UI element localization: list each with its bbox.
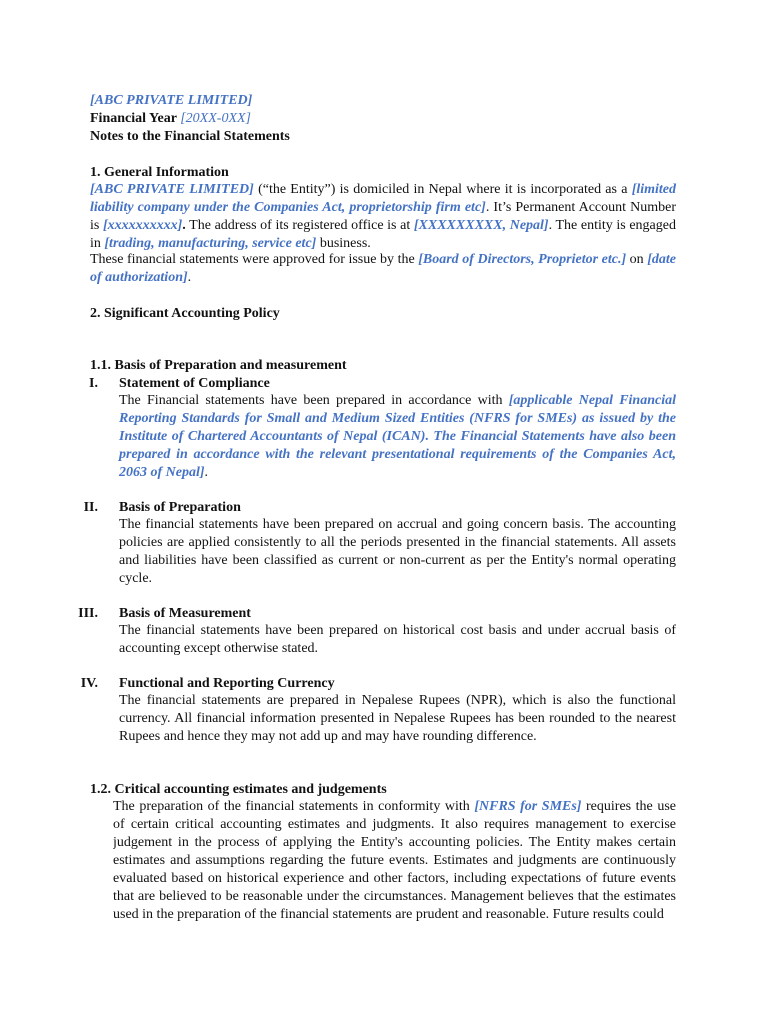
document-title: Notes to the Financial Statements: [90, 129, 290, 144]
text-span: on: [626, 252, 648, 267]
item-number-i: I.: [89, 376, 98, 391]
text-span: business.: [316, 236, 371, 251]
text-span: The address of its registered office is at: [185, 218, 414, 233]
basis-of-measurement-text: The financial statements have been prepared on historical cost basis and under accrual basis of accounting except otherwise stated.: [119, 623, 676, 656]
section-accounting-policy-heading: 2. Significant Accounting Policy: [90, 306, 280, 321]
text-span: .: [204, 465, 209, 480]
item-number-ii: II.: [83, 500, 98, 515]
functional-currency-text: The financial statements are prepared in Nepalese Rupees (NPR), which is also the functional currency. All financial information presented in Nepalese Rupees has been rounded to the nearest Rupees and hence they may not add up and may have rounding difference.: [119, 693, 676, 744]
financial-year-value: [20XX-0XX]: [180, 111, 251, 126]
financial-year-label: Financial Year: [90, 111, 181, 126]
text-span: (“the Entity”) is domiciled in Nepal where it is incorporated as a: [253, 182, 632, 197]
text-span: .: [182, 218, 186, 233]
placeholder-company: [ABC PRIVATE LIMITED]: [90, 182, 254, 197]
text-span: . The entity is engaged in: [90, 218, 676, 251]
text-span: requires the use of certain critical accounting estimates and judgments. It also requires management to exercise judgement in the process of applying the Entity's accounting policies. The Entity makes certain estimates and assumptions regarding the future events. Estimates and judgments are continuously evaluated based on historical experience and other factors, including expectations of future events that are believed to be reasonable under the circumstances. Management believes that the estimates used in the preparation of the financial statements are prudent and reasonable. Future results could: [113, 799, 676, 922]
statement-of-compliance-text: [119, 392, 676, 482]
text-span: . It’s Permanent Account Number is: [90, 200, 676, 233]
placeholder-nfrs-smes: [NFRS for SMEs]: [474, 799, 582, 814]
text-span: These financial statements were approved for issue by the: [90, 252, 419, 267]
item-number-iii: III.: [78, 606, 98, 621]
statement-of-compliance-title: Statement of Compliance: [119, 376, 270, 391]
text-span: The preparation of the financial statements in conformity with: [113, 799, 475, 814]
placeholder-address: [XXXXXXXXX, Nepal]: [413, 218, 549, 233]
text-span: .: [187, 270, 192, 285]
basis-of-preparation-title: Basis of Preparation: [119, 500, 241, 515]
subsection-basis-heading: 1.1. Basis of Preparation and measurement: [90, 358, 347, 373]
financial-year-line: [90, 110, 251, 128]
placeholder-business-type: [trading, manufacturing, service etc]: [104, 236, 317, 251]
basis-of-preparation-text: The financial statements have been prepared on accrual and going concern basis. The accounting policies are applied consistently to all the periods presented in the financial statements. All assets and liabilities have been classified as current or non-current as per the Entity's normal operating cycle.: [119, 517, 676, 586]
placeholder-pan: [xxxxxxxxxx]: [102, 218, 183, 233]
estimates-text: [113, 798, 676, 924]
approval-paragraph: [90, 251, 676, 287]
basis-of-measurement-title: Basis of Measurement: [119, 606, 251, 621]
item-number-iv: IV.: [80, 676, 98, 691]
subsection-estimates-heading: 1.2. Critical accounting estimates and judgements: [90, 782, 387, 797]
functional-currency-title: Functional and Reporting Currency: [119, 676, 335, 691]
general-information-paragraph: [90, 181, 676, 253]
text-span: The Financial statements have been prepared in accordance with: [119, 393, 509, 408]
placeholder-approver: [Board of Directors, Proprietor etc.]: [418, 252, 627, 267]
section-general-information-heading: 1. General Information: [90, 165, 229, 180]
placeholder-date-authorization: [date of authorization]: [90, 252, 676, 285]
placeholder-standards: [applicable Nepal Financial Reporting Standards for Small and Medium Sized Entities (NFRS for SMEs) as issued by the Institute of Chartered Accountants of Nepal (ICAN). The Financial Statements have also been prepared in accordance with the relevant presentational requirements of the Companies Act, 2063 of Nepal]: [119, 393, 676, 480]
placeholder-entity-type: [limited liability company under the Companies Act, proprietorship firm etc]: [90, 182, 677, 215]
company-name: [ABC PRIVATE LIMITED]: [90, 93, 253, 108]
